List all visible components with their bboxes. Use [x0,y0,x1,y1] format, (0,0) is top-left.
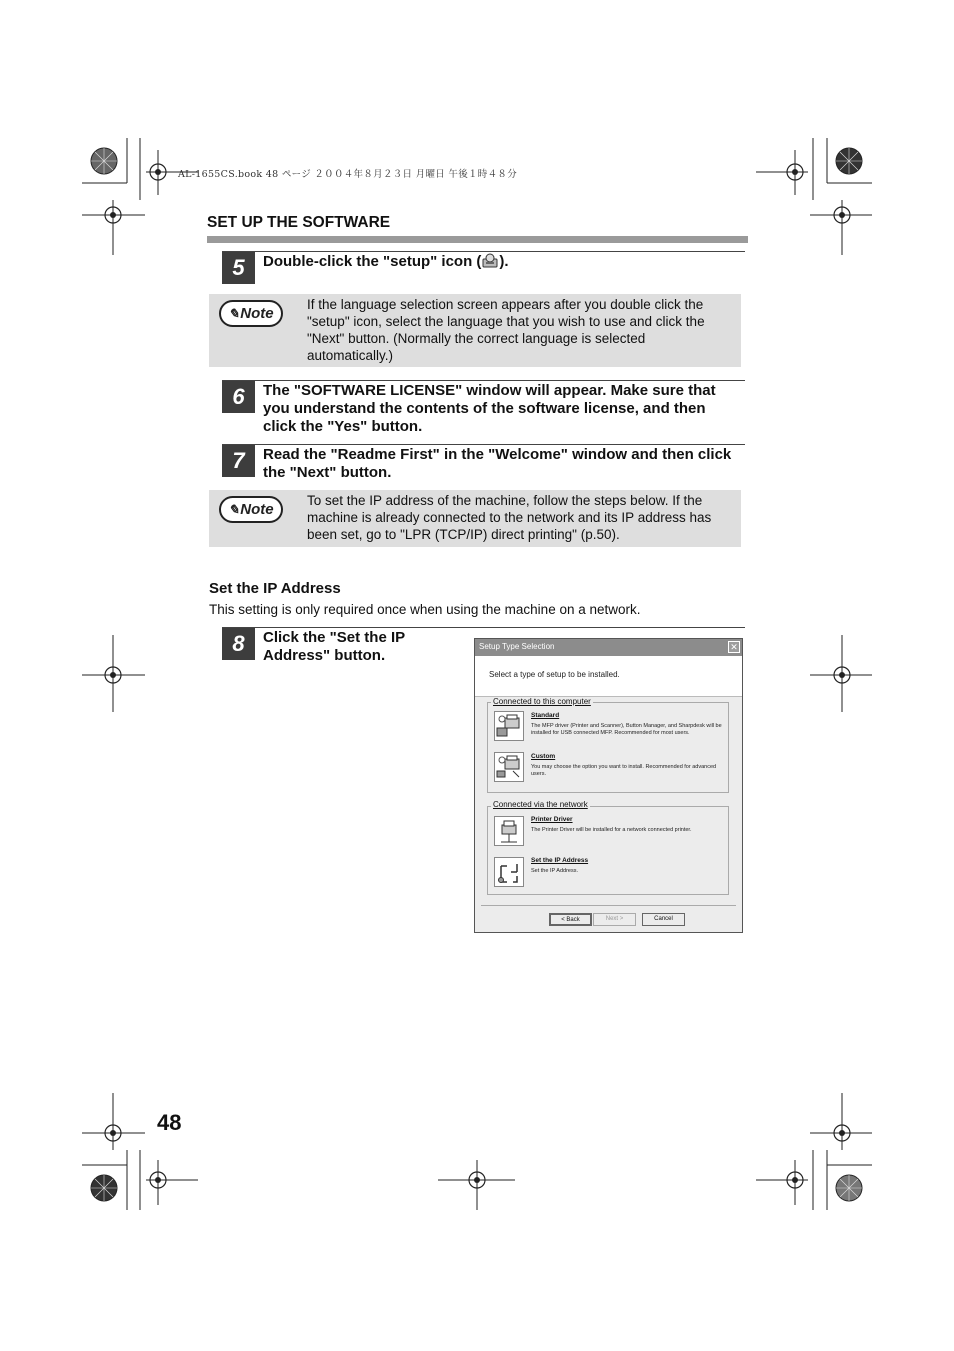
cancel-button[interactable]: Cancel [642,913,685,926]
next-button[interactable]: Next > [593,913,636,926]
setup-type-dialog [474,638,743,933]
group-label: Connected to this computer [493,697,591,706]
note-badge [219,300,283,327]
group-label: Connected via the network [493,800,588,809]
printer-custom-icon[interactable] [494,752,524,782]
page-number: 48 [157,1110,182,1135]
note-badge [219,496,283,523]
option-title[interactable]: Custom [531,753,556,760]
step-number: 7 [222,445,255,477]
option-desc: The MFP driver (Printer and Scanner), Button Manager, and Sharpdesk will be installed for USB connected MFP. Recommended for most users. [531,723,722,736]
step-divider [222,251,745,252]
printer-computer-icon[interactable] [494,711,524,741]
section-title: SET UP THE SOFTWARE [207,214,391,231]
back-button[interactable]: < Back [549,913,592,926]
step-number: 5 [222,252,255,284]
option-desc: Set the IP Address. [531,868,578,874]
option-title[interactable]: Set the IP Address [531,857,589,864]
subsection-body: This setting is only required once when using the machine on a network. [209,602,641,617]
book-info-line: AL-1655CS.book 48 ページ ２００４年８月２３日 月曜日 午後１時４８分 [178,169,517,180]
dialog-titlebar [475,639,742,656]
network-printer-icon[interactable] [494,816,524,846]
step-5-text-start: Double-click the "setup" icon ( [263,253,482,270]
step-5-text-end: ). [499,253,509,270]
note-badge-label: Note [240,305,274,322]
step-divider [222,380,745,381]
ip-address-icon[interactable] [494,857,524,887]
pencil-icon: ✎ [228,305,240,321]
step-divider [222,444,745,445]
dialog-separator [481,905,736,906]
step-number: 6 [222,381,255,413]
section-divider [207,236,748,243]
pencil-icon: ✎ [228,501,240,517]
note-text: To set the IP address of the machine, follow the steps below. If the machine is already connected to the network and its IP address has been set, go to "LPR (TCP/IP) direct printing" (p.50). [307,493,712,542]
option-title[interactable]: Printer Driver [531,816,573,823]
dialog-title: Setup Type Selection [479,642,555,651]
option-title[interactable]: Standard [531,712,560,719]
step-5-text [263,253,733,271]
note-text: If the language selection screen appears after you double click the "setup" icon, select the language that you wish to use and click the "Next" button. (Normally the correct language is selected automatically.) [307,297,705,363]
step-divider [222,627,745,628]
subsection-heading: Set the IP Address [209,580,341,597]
step-7-text: Read the "Readme First" in the "Welcome" window and then click the "Next" button. [263,446,732,481]
setup-icon [481,253,499,269]
option-desc: The Printer Driver will be installed for a network connected printer. [531,827,692,833]
note-badge-label: Note [240,501,274,518]
close-icon[interactable]: ✕ [728,641,740,653]
option-desc: You may choose the option you want to install. Recommended for advanced users. [531,764,717,777]
step-8-text: Click the "Set the IP Address" button. [263,629,405,664]
step-number: 8 [222,628,255,660]
dialog-prompt: Select a type of setup to be installed. [489,670,620,679]
step-6-text: The "SOFTWARE LICENSE" window will appear. Make sure that you understand the contents of the software license, and then click the "Yes" button. [263,382,716,435]
